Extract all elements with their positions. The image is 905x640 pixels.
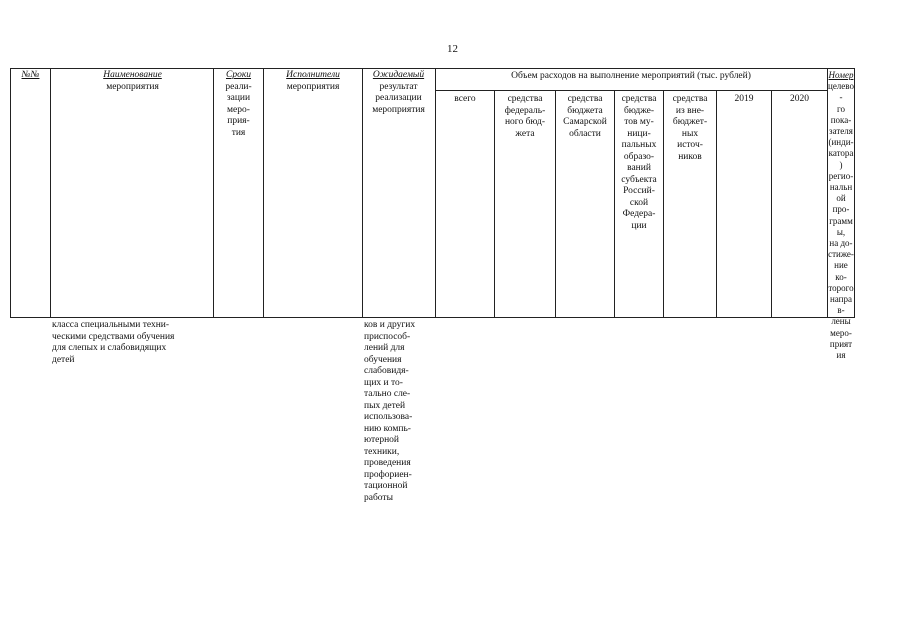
col-divider: [10, 68, 11, 318]
table-header-bottom-border: [10, 317, 855, 318]
header-2019: 2019: [734, 94, 754, 104]
header-executors: Исполнители мероприятия: [286, 70, 340, 92]
header-number: №№: [21, 70, 40, 80]
col-divider: [435, 68, 436, 318]
header-volume: Объем расходов на выполнение мероприятий (тыс. рублей): [511, 71, 751, 81]
header-total: всего: [454, 94, 476, 104]
header-offbudget: средства из вне- бюджет- ных источ- ников: [672, 94, 708, 162]
col-divider: [50, 68, 51, 318]
header-name: Наименование мероприятия: [103, 70, 162, 92]
table-top-border: [10, 68, 855, 69]
col-divider: [494, 90, 495, 318]
header-terms: Сроки реали- зации меро- прия- тия: [225, 70, 252, 138]
header-indicator: Номер целево- го пока- зателя (инди- катора) регио- нальной про- граммы, на до- стиже- ние ко- торого направ- лены меро- приятия: [828, 70, 854, 361]
continuation-name-text: класса специальными техни- ческими средствами обучения для слепых и слабовидящих детей: [52, 320, 175, 365]
header-federal: средства федераль- ного бюд- жета: [504, 94, 546, 139]
col-divider: [263, 68, 264, 318]
header-expected: Ожидаемый результат реализации мероприятия: [372, 70, 425, 115]
header-2020: 2020: [790, 94, 809, 104]
continuation-expected-text: ков и других приспособ- лений для обучения слабовидя- щих и то- тально сле- пых детей использова- нию компь- ютерной техники, проведения профориен- тационной работы: [364, 320, 416, 503]
header-regional: средства бюджета Самарской области: [563, 94, 607, 139]
col-divider: [771, 90, 772, 318]
col-divider: [213, 68, 214, 318]
page-number: 12: [447, 43, 458, 55]
col-divider: [716, 90, 717, 318]
header-municipal: средства бюдже- тов му- ници- пальных образо- ваний субъекта Россий- ской Федера- ции: [621, 94, 657, 231]
col-divider: [854, 68, 855, 318]
